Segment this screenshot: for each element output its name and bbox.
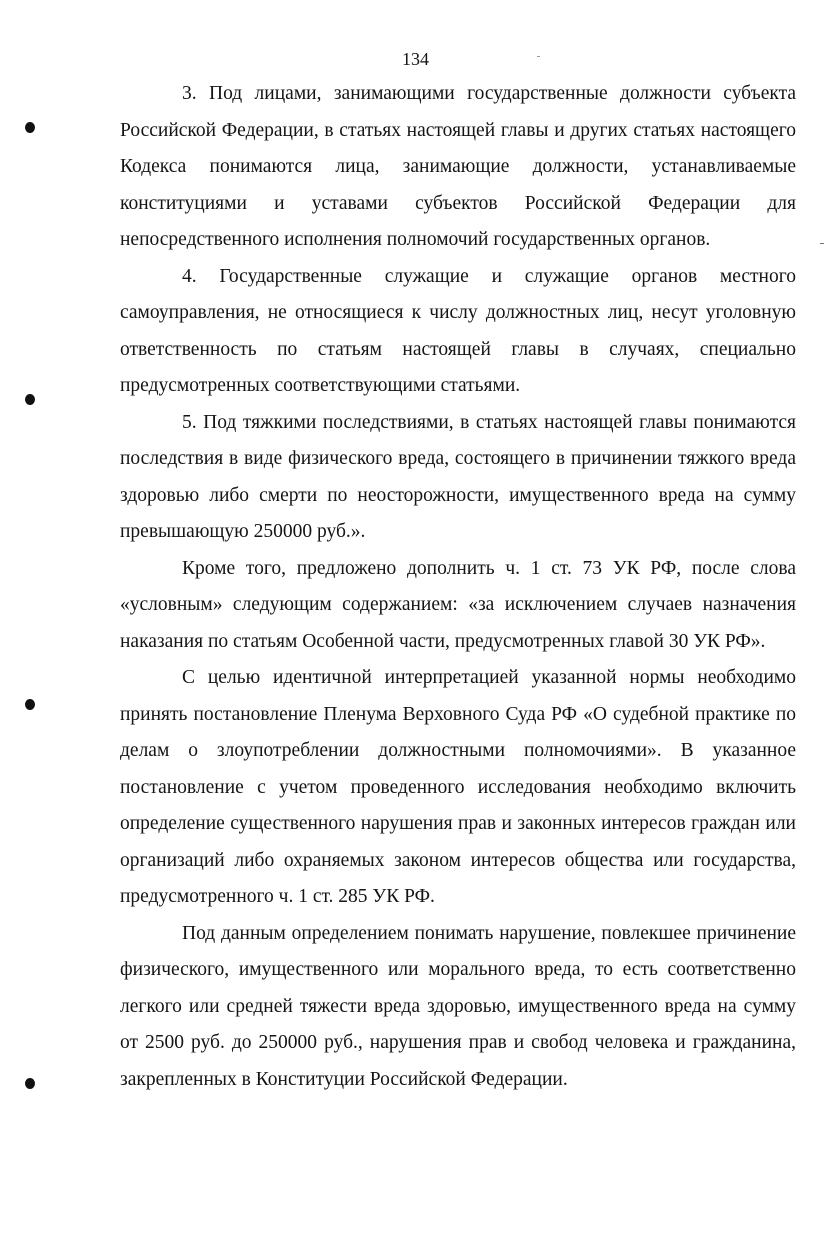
binding-hole (25, 122, 35, 133)
paragraph-item-5: 5. Под тяжкими последствиями, в статьях настоящей главы понимаются последствия в виде физического вреда, состоящего в причинении тяжкого вреда здоровью либо смерти по неосторожности, имущественного вреда на сумму превышающую 250000 руб.». (120, 411, 796, 542)
binding-hole (25, 394, 35, 405)
document-body (120, 76, 796, 1098)
paragraph-item-4: 4. Государственные служащие и служащие органов местного самоуправления, не относящиеся к числу должностных лиц, несут уголовную ответственность по статьям настоящей главы в случаях, специально предусмотренных соответствующими статьями. (120, 265, 796, 396)
paragraph-definition: Под данным определением понимать нарушение, повлекшее причинение физического, имущественного или морального вреда, то есть соответственно легкого или средней тяжести вреда здоровью, имущественного вреда на сумму от 2500 руб. до 250000 руб., нарушения прав и свобод человека и гражданина, закрепленных в Конституции Российской Федерации. (120, 922, 796, 1090)
paragraph-article-73-amendment: Кроме того, предложено дополнить ч. 1 ст. 73 УК РФ, после слова «условным» следующим содержанием: «за исключением случаев назначения наказания по статьям Особенной части, предусмотренных главой 30 УК РФ». (120, 557, 796, 652)
binding-hole (25, 1078, 35, 1089)
paragraph-plenum-resolution: С целью идентичной интерпретацией указанной нормы необходимо принять постановление Пленума Верховного Суда РФ «О судебной практике по делам о злоупотреблении должностными полномочиями». В указанное постановление с учетом проведенного исследования необходимо включить определение существенного нарушения прав и законных интересов граждан или организаций либо охраняемых законом интересов общества или государства, предусмотренного ч. 1 ст. 285 УК РФ. (120, 667, 796, 907)
scan-mark (537, 56, 540, 57)
scan-mark (820, 243, 824, 244)
binding-hole (25, 699, 35, 710)
page-number: 134 (402, 49, 429, 69)
paragraph-item-3: 3. Под лицами, занимающими государственные должности субъекта Российской Федерации, в статьях настоящей главы и других статьях настоящего Кодекса понимаются лица, занимающие должности, устанавливаемые конституциями и уставами субъектов Российской Федерации для непосредственного исполнения полномочий государственных органов. (120, 83, 796, 250)
